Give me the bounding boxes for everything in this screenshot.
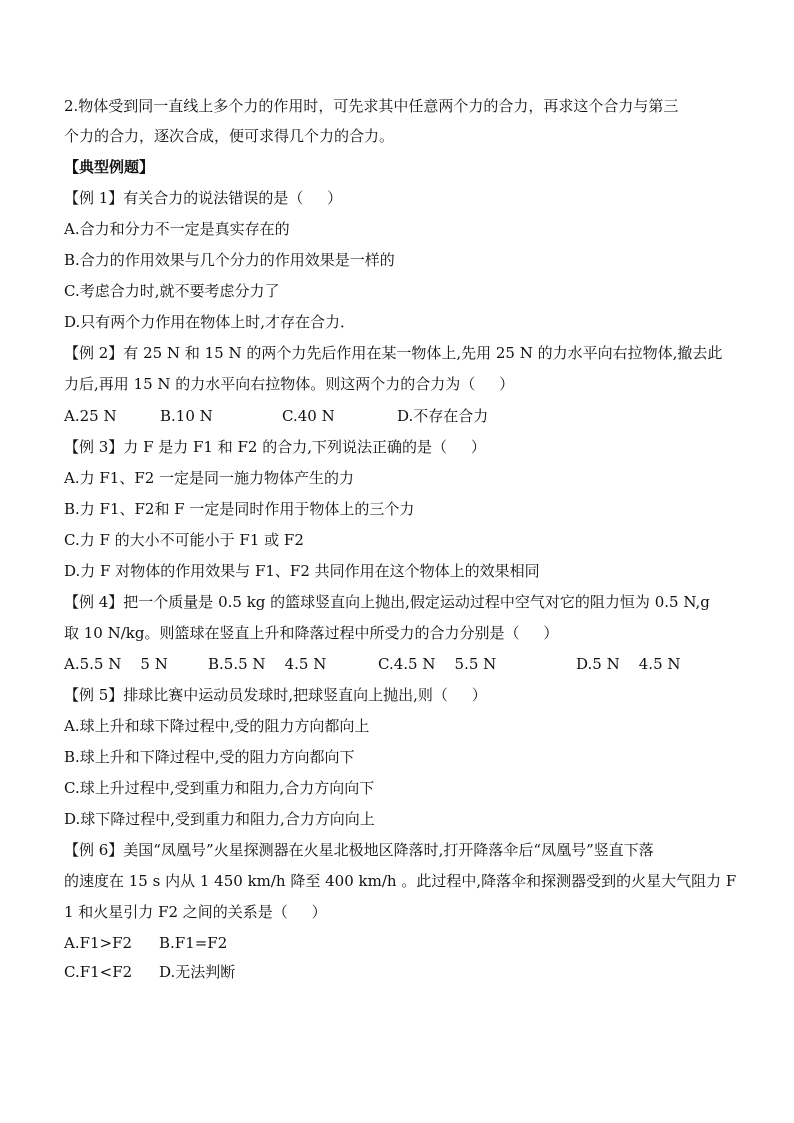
example-5-option-b: B.球上升和下降过程中,受的阻力方向都向下 xyxy=(64,748,355,766)
example-6-option-a: A.F1>F2 xyxy=(64,934,133,952)
example-1-option-b: B.合力的作用效果与几个分力的作用效果是一样的 xyxy=(64,251,395,269)
example-3-option-d: D.力 F 对物体的作用效果与 F1、F2 共同作用在这个物体上的效果相同 xyxy=(64,562,540,580)
example-1-option-d: D.只有两个力作用在物体上时,才存在合力． xyxy=(64,313,356,331)
example-4-option-c: C.4.5 N 5.5 N xyxy=(378,655,497,673)
intro-line-1: 2.物体受到同一直线上多个力的作用时，可先求其中任意两个力的合力，再求这个合力与第三 xyxy=(64,97,679,115)
example-1-option-a: A.合力和分力不一定是真实存在的 xyxy=(64,220,290,238)
example-5-option-d: D.球下降过程中,受到重力和阻力,合力方向向上 xyxy=(64,810,375,828)
example-6-question-line-2: 的速度在 15 s 内从 1 450 km/h 降至 400 km/h 。此过程中,降落伞和探测器受到的火星大气阻力 F xyxy=(64,872,737,890)
example-2-option-c: C.40 N xyxy=(282,407,335,425)
example-6-options-row-2 xyxy=(64,962,744,982)
example-4-option-d: D.5 N 4.5 N xyxy=(576,655,681,673)
example-2-question-line-2: 力后,再用 15 N 的力水平向右拉物体。则这两个力的合力为（ ） xyxy=(64,375,515,393)
example-5-option-c: C.球上升过程中,受到重力和阻力,合力方向向下 xyxy=(64,779,375,797)
example-6-option-b: B.F1=F2 xyxy=(159,934,228,952)
section-title: 【典型例题】 xyxy=(64,158,155,176)
example-2-question-line-1: 【例 2】有 25 N 和 15 N 的两个力先后作用在某一物体上,先用 25 N 的力水平向右拉物体,撤去此 xyxy=(64,344,723,362)
example-1-option-c: C.考虑合力时,就不要考虑分力了 xyxy=(64,282,280,300)
example-6-option-c: C.F1<F2 xyxy=(64,963,133,981)
example-4-option-a: A.5.5 N 5 N xyxy=(64,655,168,673)
example-4-question-line-2: 取 10 N/kg。则篮球在竖直上升和降落过程中所受力的合力分别是（ ） xyxy=(64,624,559,642)
example-2-option-b: B.10 N xyxy=(160,407,213,425)
example-6-options-row-1 xyxy=(64,933,744,953)
example-5-option-a: A.球上升和球下降过程中,受的阻力方向都向上 xyxy=(64,717,370,735)
example-2-option-d: D.不存在合力 xyxy=(397,407,489,425)
example-6-question-line-3: 1 和火星引力 F2 之间的关系是（ ） xyxy=(64,903,327,921)
example-6-question-line-1: 【例 6】美国“凤凰号”火星探测器在火星北极地区降落时,打开降落伞后“凤凰号”竖直下落 xyxy=(64,841,654,859)
example-2-option-a: A.25 N xyxy=(64,407,117,425)
example-2-options-row xyxy=(64,406,744,426)
example-6-option-d: D.无法判断 xyxy=(159,963,236,981)
intro-line-2: 个力的合力，逐次合成，便可求得几个力的合力。 xyxy=(64,127,395,145)
example-1-question: 【例 1】有关合力的说法错误的是（ ） xyxy=(64,189,343,207)
example-3-option-b: B.力 F1、F2和 F 一定是同时作用于物体上的三个力 xyxy=(64,500,415,518)
example-3-option-c: C.力 F 的大小不可能小于 F1 或 F2 xyxy=(64,531,304,549)
example-4-options-row xyxy=(64,654,744,674)
example-4-option-b: B.5.5 N 4.5 N xyxy=(208,655,327,673)
example-3-question: 【例 3】力 F 是力 F1 和 F2 的合力,下列说法正确的是（ ） xyxy=(64,438,486,456)
example-3-option-a: A.力 F1、F2 一定是同一施力物体产生的力 xyxy=(64,469,355,487)
example-5-question: 【例 5】排球比赛中运动员发球时,把球竖直向上抛出,则（ ） xyxy=(64,686,487,704)
example-4-question-line-1: 【例 4】把一个质量是 0.5 kg 的篮球竖直向上抛出,假定运动过程中空气对它的阻力恒为 0.5 N,g xyxy=(64,593,710,611)
